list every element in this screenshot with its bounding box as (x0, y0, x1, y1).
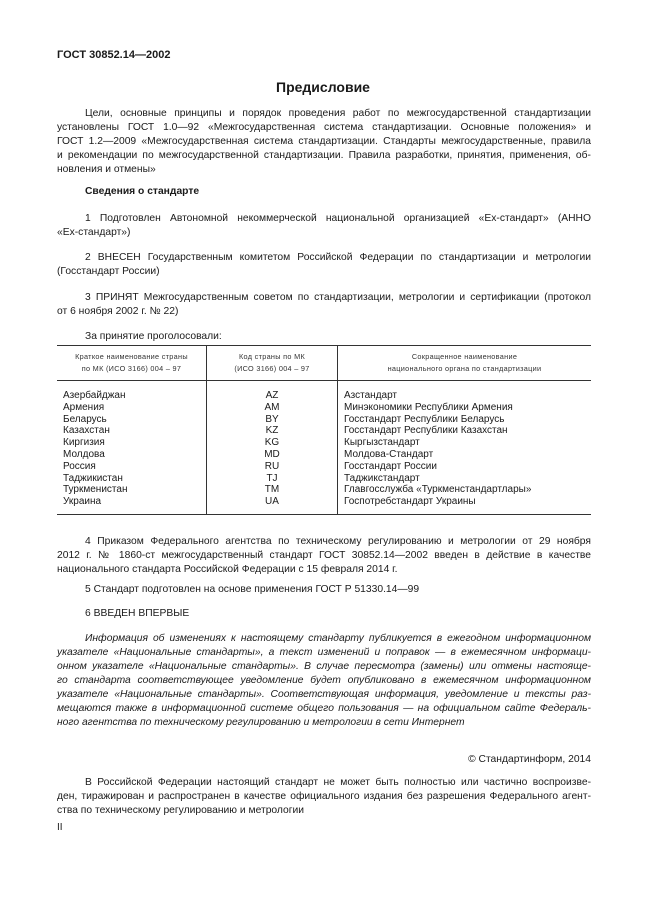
text-line: (Госстандарт России) (57, 266, 160, 277)
page-title: Предисловие (276, 79, 370, 95)
copyright-line: © Стандартинформ, 2014 (468, 754, 591, 765)
header-country (57, 346, 207, 381)
item-5-paragraph (57, 583, 591, 597)
text-line: Цели, основные принципы и порядок проведения работ по межгосударственной стандартизации (85, 108, 591, 119)
header-code-line1: Код страны по МК (238, 352, 305, 361)
body-cell: Госстандарт России (338, 461, 592, 473)
code-cell: AM (207, 402, 338, 414)
header-code-line2: (ИСО 3166) 004 – 97 (234, 364, 310, 373)
body-cell: Главгосслужба «Туркменстандартлары» (338, 484, 592, 496)
voting-table (57, 345, 591, 515)
text-line: ГОСТ 1.2—2009 «Межгосударственная система стандартизации. Стандарты межгосударственные, правила (57, 136, 591, 147)
country-cell: Украина (57, 496, 207, 514)
page-number: II (57, 822, 63, 833)
table-row (57, 381, 591, 402)
code-cell: AZ (207, 381, 338, 402)
text-line: и рекомендации по межгосударственной стандартизации. Правила разработки, принятия, применения, об- (57, 150, 591, 161)
text-line: 5 Стандарт подготовлен на основе применения ГОСТ Р 51330.14—99 (85, 584, 420, 595)
text-line: мещаются также в информационной системе общего пользования — на официальном сайте Федераль- (57, 703, 591, 714)
item-3-paragraph (57, 291, 591, 319)
country-cell: Армения (63, 401, 105, 413)
info-heading (57, 185, 591, 199)
country-cell: Беларусь (63, 413, 107, 425)
header-body (338, 346, 592, 381)
intro-paragraph (57, 107, 591, 177)
country-cell: Киргизия (63, 437, 105, 449)
text-line: указателе «Национальные стандарты». Соответствующая информация, уведомление и тексты раз- (57, 689, 591, 700)
country-cell: Азербайджан (63, 390, 126, 401)
country-cell: Таджикистан (63, 472, 123, 484)
code-cell: RU (207, 461, 338, 473)
table-row (57, 437, 591, 449)
code-cell: TM (207, 484, 338, 496)
text-line: онном указателе «Национальные стандарты». В случае пересмотра (замены) или отмены настояще- (57, 661, 591, 672)
text-line: 1 Подготовлен Автономной некоммерческой национальной организацией «Ex-стандарт» (АННО (85, 213, 591, 224)
country-cell: Туркменистан (63, 484, 128, 496)
table-row (57, 414, 591, 426)
text-line: 6 ВВЕДЕН ВПЕРВЫЕ (85, 608, 190, 619)
code-cell: TJ (207, 473, 338, 485)
table-row (57, 449, 591, 461)
body-cell: Госпотребстандарт Украины (338, 496, 592, 514)
item-2-paragraph (57, 251, 591, 279)
country-cell: Россия (63, 460, 96, 472)
info-heading-text: Сведения о стандарте (85, 186, 200, 197)
text-line: Информация об изменениях к настоящему стандарту публикуется в ежегодном информационном (85, 633, 591, 644)
code-cell: UA (207, 496, 338, 514)
code-cell: MD (207, 449, 338, 461)
header-country-line1: Краткое наименование страны (75, 352, 188, 361)
country-cell: Молдова (63, 448, 105, 460)
text-line: 2012 г. № 1860-ст межгосударственный стандарт ГОСТ 30852.14—2002 введен в действие в качестве (57, 550, 591, 561)
text-line: ден, тиражирован и распространен в качестве официального издания без разрешения Федерального агент- (57, 791, 591, 802)
rights-paragraph (57, 776, 591, 818)
table-row (57, 461, 591, 473)
body-cell: Молдова-Стандарт (338, 449, 592, 461)
body-cell: Кыргызстандарт (338, 437, 592, 449)
header-body-line1: Сокращенное наименование (411, 352, 518, 361)
body-cell: Таджикстандарт (338, 473, 592, 485)
table-row (57, 473, 591, 485)
header-country-line2: по МК (ИСО 3166) 004 – 97 (81, 364, 182, 373)
text-line: 4 Приказом Федерального агентства по техническому регулированию и метрологии от 29 ноября (85, 536, 591, 547)
text-line: установлены ГОСТ 1.0—92 «Межгосударственная система стандартизации. Основные положения» и (57, 122, 591, 133)
vote-label-text: За принятие проголосовали: (85, 331, 222, 342)
table-row (57, 484, 591, 496)
body-cell: Госстандарт Республики Казахстан (338, 425, 592, 437)
code-cell: BY (207, 414, 338, 426)
text-line: от 6 ноября 2002 г. № 22) (57, 306, 179, 317)
item-6-paragraph (57, 607, 591, 621)
text-line: ства по техническому регулированию и метрологии (57, 805, 305, 816)
header-code (207, 346, 338, 381)
item-1-paragraph (57, 212, 591, 240)
header-body-line2: национального органа по стандартизации (387, 364, 542, 373)
body-cell: Госстандарт Республики Беларусь (338, 414, 592, 426)
vote-label (57, 330, 591, 344)
text-line: «Ex-стандарт») (57, 227, 131, 238)
code-cell: KZ (207, 425, 338, 437)
text-line: национального стандарта Российской Федерации с 15 февраля 2014 г. (57, 564, 398, 575)
body-cell: Минэкономики Республики Армения (338, 402, 592, 414)
document-id-header: ГОСТ 30852.14—2002 (57, 49, 171, 61)
table-header-row (57, 346, 591, 381)
code-cell: KG (207, 437, 338, 449)
text-line: В Российской Федерации настоящий стандарт не может быть полностью или частично воспроизве- (85, 777, 591, 788)
body-cell: Азстандарт (338, 381, 592, 402)
text-line: 3 ПРИНЯТ Межгосударственным советом по стандартизации, метрологии и сертификации (протокол (85, 292, 591, 303)
text-line: 2 ВНЕСЕН Государственным комитетом Российской Федерации по стандартизации и метрологии (85, 252, 591, 263)
notice-paragraph (57, 632, 591, 730)
text-line: ного агентства по техническому регулированию и метрологии в сети Интернет (57, 717, 465, 728)
table-row (57, 496, 591, 514)
table-row (57, 425, 591, 437)
item-4-paragraph (57, 535, 591, 577)
text-line: го стандарта соответствующее уведомление будет опубликовано в ежемесячном информационном (57, 675, 591, 686)
country-cell: Казахстан (63, 425, 110, 437)
text-line: новления и отмены» (57, 164, 156, 175)
table-row (57, 402, 591, 414)
text-line: указателе «Национальные стандарты», а текст изменений и поправок — в ежемесячном информаци- (57, 647, 591, 658)
